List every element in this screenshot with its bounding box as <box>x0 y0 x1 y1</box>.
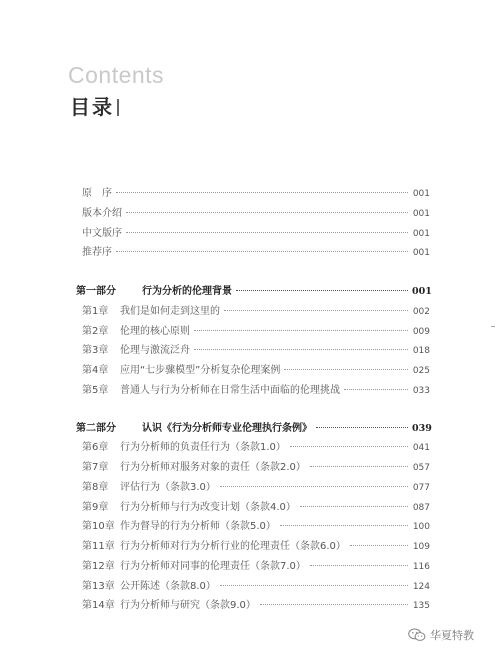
contents-heading-zh-text: 目录 <box>70 95 114 119</box>
chapter-number: 第14章 <box>82 600 115 611</box>
entry-title: 我们是如何走到这里的 <box>120 306 220 317</box>
page-number: 041 <box>412 443 430 453</box>
dot-leader <box>280 525 408 526</box>
page-number: 124 <box>412 582 430 592</box>
chapter-number: 第9章 <box>82 502 109 513</box>
page-number: 057 <box>412 463 430 473</box>
dot-leader <box>310 466 408 467</box>
chapter-item[interactable] <box>82 498 430 513</box>
dot-leader <box>350 545 408 546</box>
chapter-item[interactable] <box>82 596 430 611</box>
chapter-number: 第2章 <box>82 326 109 337</box>
page-number: 001 <box>412 209 430 219</box>
part-heading[interactable] <box>76 282 430 297</box>
dot-leader <box>126 232 408 233</box>
chapter-item[interactable] <box>82 438 430 453</box>
watermark-text: 华夏特教 <box>430 629 474 642</box>
page-number: 001 <box>412 248 430 258</box>
chapter-item[interactable] <box>82 341 430 356</box>
chapter-item[interactable] <box>82 381 430 396</box>
part-title: 认识《行为分析师专业伦理执行条例》 <box>142 423 312 434</box>
chapter-item[interactable] <box>82 361 430 376</box>
entry-title: 行为分析师的负责任行为（条款1.0） <box>120 442 286 453</box>
chapter-item[interactable] <box>82 517 430 532</box>
page-number: 001 <box>412 229 430 239</box>
dot-leader <box>344 389 408 390</box>
edge-mark <box>491 326 495 327</box>
chapter-number: 第12章 <box>82 561 115 572</box>
chapter-number: 第1章 <box>82 306 109 317</box>
dot-leader <box>220 486 408 487</box>
dot-leader <box>300 506 408 507</box>
entry-title: 推荐序 <box>82 247 112 258</box>
page-number: 135 <box>412 601 430 611</box>
chapter-number: 第3章 <box>82 345 109 356</box>
page-number: 001 <box>412 286 432 297</box>
chapter-number: 第7章 <box>82 462 109 473</box>
dot-leader <box>260 604 408 605</box>
dot-leader <box>224 310 408 311</box>
page-number: 077 <box>412 483 430 493</box>
entry-title: 伦理与激流泛舟 <box>120 345 190 356</box>
front-matter-item[interactable] <box>82 243 430 258</box>
dot-leader <box>316 427 408 428</box>
wechat-icon <box>408 628 426 642</box>
chapter-number: 第13章 <box>82 581 115 592</box>
chapter-number: 第8章 <box>82 482 109 493</box>
dot-leader <box>290 446 408 447</box>
page-number: 100 <box>412 522 430 532</box>
entry-title: 行为分析师与行为改变计划（条款4.0） <box>120 502 296 513</box>
part-title: 行为分析的伦理背景 <box>142 286 232 297</box>
entry-title: 行为分析师与研究（条款9.0） <box>120 600 256 611</box>
dot-leader <box>126 212 408 213</box>
entry-title: 应用“七步骤模型”分析复杂伦理案例 <box>120 365 281 376</box>
dot-leader <box>310 565 408 566</box>
page-number: 109 <box>412 542 430 552</box>
dot-leader <box>236 290 408 291</box>
dot-leader <box>194 330 408 331</box>
dot-leader <box>116 251 408 252</box>
page-number: 002 <box>412 307 430 317</box>
page-number: 116 <box>412 562 430 572</box>
page-number: 039 <box>412 423 432 434</box>
front-matter-item[interactable] <box>82 204 430 219</box>
page-number: 009 <box>412 327 430 337</box>
chapter-item[interactable] <box>82 322 430 337</box>
entry-title: 评估行为（条款3.0） <box>120 482 216 493</box>
page-number: 001 <box>412 189 430 199</box>
entry-title: 原 序 <box>82 188 112 199</box>
chapter-item[interactable] <box>82 537 430 552</box>
entry-title: 行为分析师对服务对象的责任（条款2.0） <box>120 462 306 473</box>
page-number: 018 <box>412 346 430 356</box>
part-label: 第一部分 <box>76 286 116 297</box>
dot-leader <box>220 585 408 586</box>
part-heading[interactable] <box>76 419 430 434</box>
dot-leader <box>284 369 408 370</box>
chapter-item[interactable] <box>82 302 430 317</box>
chapter-item[interactable] <box>82 577 430 592</box>
chapter-number: 第4章 <box>82 365 109 376</box>
dot-leader <box>116 192 408 193</box>
page-number: 087 <box>412 503 430 513</box>
watermark <box>408 627 474 643</box>
entry-title: 公开陈述（条款8.0） <box>120 581 216 592</box>
chapter-item[interactable] <box>82 557 430 572</box>
front-matter-item[interactable] <box>82 224 430 239</box>
chapter-item[interactable] <box>82 458 430 473</box>
entry-title: 作为督导的行为分析师（条款5.0） <box>120 521 276 532</box>
front-matter-item[interactable] <box>82 184 430 199</box>
dot-leader <box>194 349 408 350</box>
chapter-number: 第5章 <box>82 385 109 396</box>
entry-title: 版本介绍 <box>82 208 122 219</box>
page-number: 033 <box>412 386 430 396</box>
entry-title: 中文版序 <box>82 228 122 239</box>
entry-title: 普通人与行为分析师在日常生活中面临的伦理挑战 <box>120 385 340 396</box>
chapter-item[interactable] <box>82 478 430 493</box>
chapter-number: 第10章 <box>82 521 115 532</box>
contents-heading-en: Contents <box>68 62 165 88</box>
chapter-number: 第6章 <box>82 442 109 453</box>
entry-title: 行为分析师对同事的伦理责任（条款7.0） <box>120 561 306 572</box>
entry-title: 行为分析师对行为分析行业的伦理责任（条款6.0） <box>120 541 346 552</box>
entry-title: 伦理的核心原则 <box>120 326 190 337</box>
chapter-number: 第11章 <box>82 541 115 552</box>
page-number: 025 <box>412 366 430 376</box>
part-label: 第二部分 <box>76 423 116 434</box>
